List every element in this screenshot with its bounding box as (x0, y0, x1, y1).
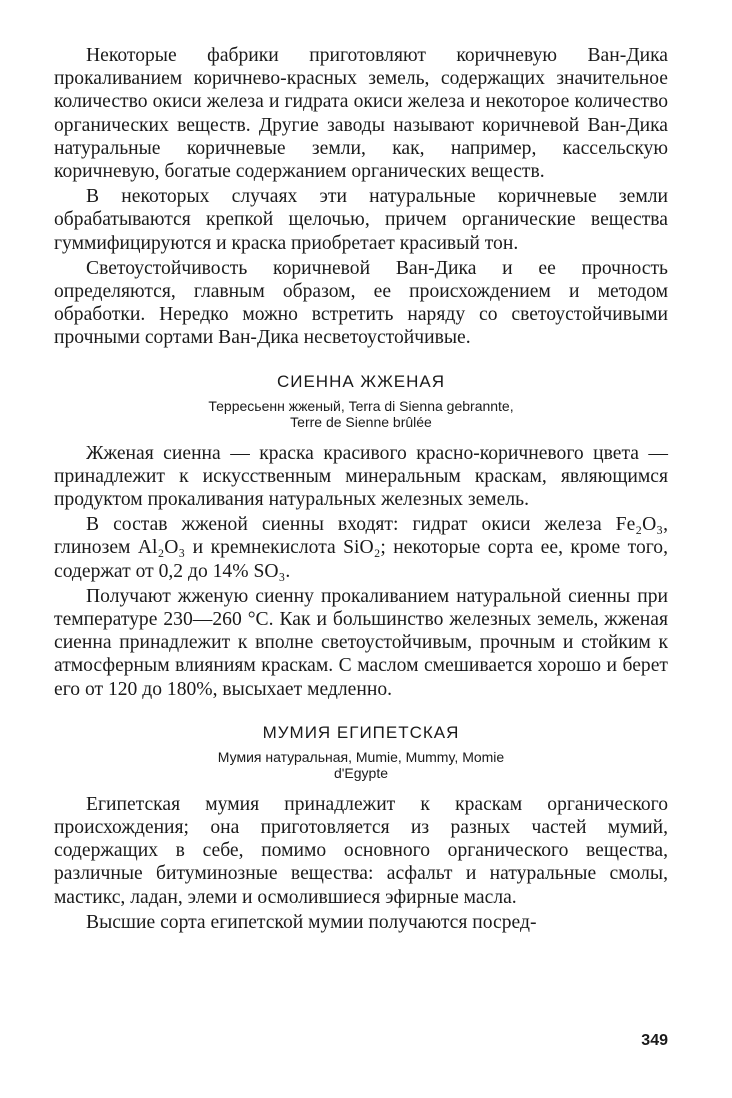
page-number: 349 (641, 1032, 668, 1049)
paragraph-mummy-origin: Египетская мумия принадлежит к краскам органического происхождения; она приготовляется из разных частей мумий, содержащих в себе, помимо основного органического вещества, различные битуминозные вещества: асфальт и натуральные смолы, мастикс, ладан, элеми и осмолившиеся эфирные масла. (54, 793, 668, 908)
paragraph-sienna-composition: В состав жженой сиенны входят: гидрат окиси железа Fe₂O₃, глинозем Al₂O₃ и кремнекислота SiO₂; некоторые сорта ее, кроме того, содержат от 0,2 до 14% SO₃. (54, 514, 668, 582)
paragraph-mummy-grades: Высшие сорта египетской мумии получаются посред- (86, 911, 537, 933)
sienna-synonyms (54, 398, 668, 430)
section-heading-mummy: МУМИЯ ЕГИПЕТСКАЯ (262, 722, 460, 742)
sienna-synonyms-line-1: Терресьенн жженый, Terra di Sienna gebrannte, (208, 397, 514, 414)
mummy-synonyms-line-1: Мумия натуральная, Mumie, Mummy, Momie (217, 748, 505, 765)
paragraph-sienna-preparation: Получают жженую сиенну прокаливанием натуральной сиенны при температуре 230—260 °С. Как и большинство железных земель, жженая сиенна принадлежит к вполне светоустойчивым, прочным и стойким к атмосферным влияниям краскам. С маслом смешивается хорошо и берет его от 120 до 180%, высыхает медленно. (54, 585, 668, 700)
paragraph-van-dyck-production: Некоторые фабрики приготовляют коричневую Ван-Дика прокаливанием коричнево-красных земель, содержащих значительное количество окиси железа и гидрата окиси железа и некоторое количество органических веществ. Другие заводы называют коричневой Ван-Дика натуральные коричневые земли, как, например, кассельскую коричневую, богатые содержанием органических веществ. (54, 45, 668, 183)
paragraph-van-dyck-alkali: В некоторых случаях эти натуральные коричневые земли обрабатываются крепкой щелочью, причем органические вещества гуммифицируются и краска приобретает красивый тон. (54, 186, 668, 254)
section-heading-sienna: СИЕННА ЖЖЕНАЯ (276, 371, 446, 391)
mummy-synonyms (54, 749, 668, 781)
sienna-synonyms-line-2: Terre de Sienne brûlée (290, 413, 432, 430)
paragraph-sienna-definition: Жженая сиенна — краска красивого красно-коричневого цвета — принадлежит к искусственным минеральным краскам, являющимся продуктом прокаливания натуральных железных земель. (54, 442, 668, 511)
mummy-synonyms-line-2: d'Egypte (333, 764, 389, 781)
paragraph-van-dyck-lightfastness: Светоустойчивость коричневой Ван-Дика и ее прочность определяются, главным образом, ее происхождением и методом обработки. Нередко можно встретить наряду со светоустойчивыми прочными сортами Ван-Дика несветоустойчивые. (54, 257, 668, 349)
